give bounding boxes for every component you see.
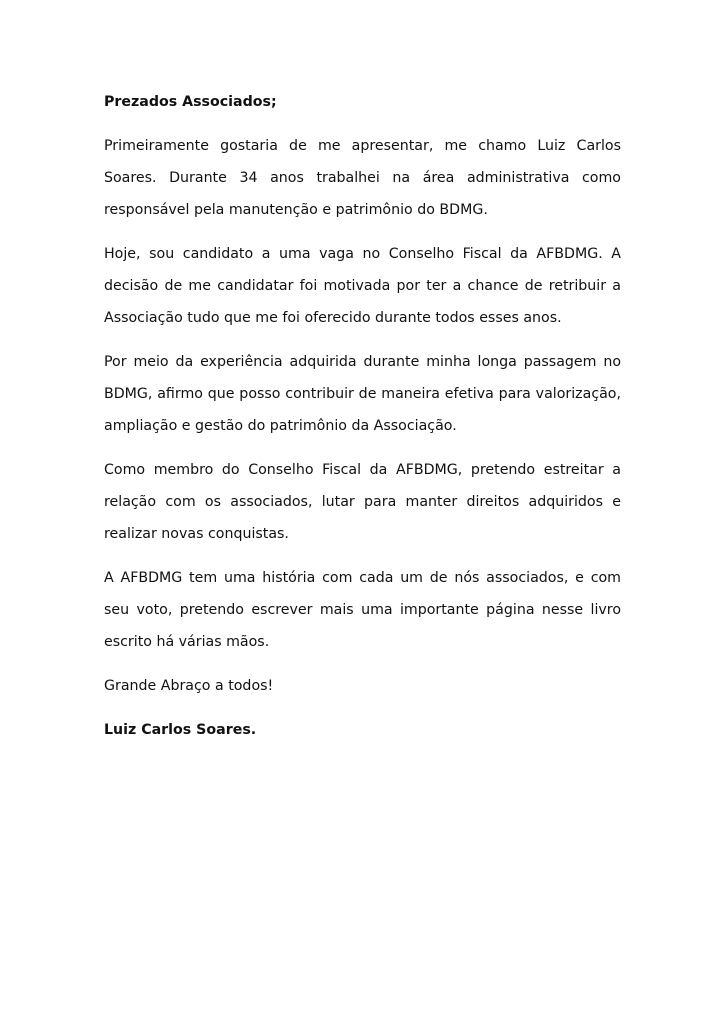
paragraph-candidacy: Hoje, sou candidato a uma vaga no Conselho Fiscal da AFBDMG. A decisão de me candidatar foi motivada por ter a chance de retribuir a Associação tudo que me foi oferecido durante todos esses anos.	[104, 246, 621, 326]
letter-page	[104, 86, 621, 746]
paragraph-introduction: Primeiramente gostaria de me apresentar, me chamo Luiz Carlos Soares. Durante 34 anos trabalhei na área administrativa como responsável pela manutenção e patrimônio do BDMG.	[104, 138, 621, 218]
signature: Luiz Carlos Soares.	[104, 722, 257, 738]
paragraph-experience: Por meio da experiência adquirida durante minha longa passagem no BDMG, afirmo que posso contribuir de maneira efetiva para valorização, ampliação e gestão do patrimônio da Associação.	[104, 354, 621, 434]
paragraph-goals: Como membro do Conselho Fiscal da AFBDMG, pretendo estreitar a relação com os associados, lutar para manter direitos adquiridos e realizar novas conquistas.	[104, 462, 621, 542]
closing-line: Grande Abraço a todos!	[104, 678, 274, 694]
salutation: Prezados Associados;	[104, 94, 277, 110]
paragraph-history: A AFBDMG tem uma história com cada um de nós associados, e com seu voto, pretendo escrever mais uma importante página nesse livro escrito há várias mãos.	[104, 570, 621, 650]
